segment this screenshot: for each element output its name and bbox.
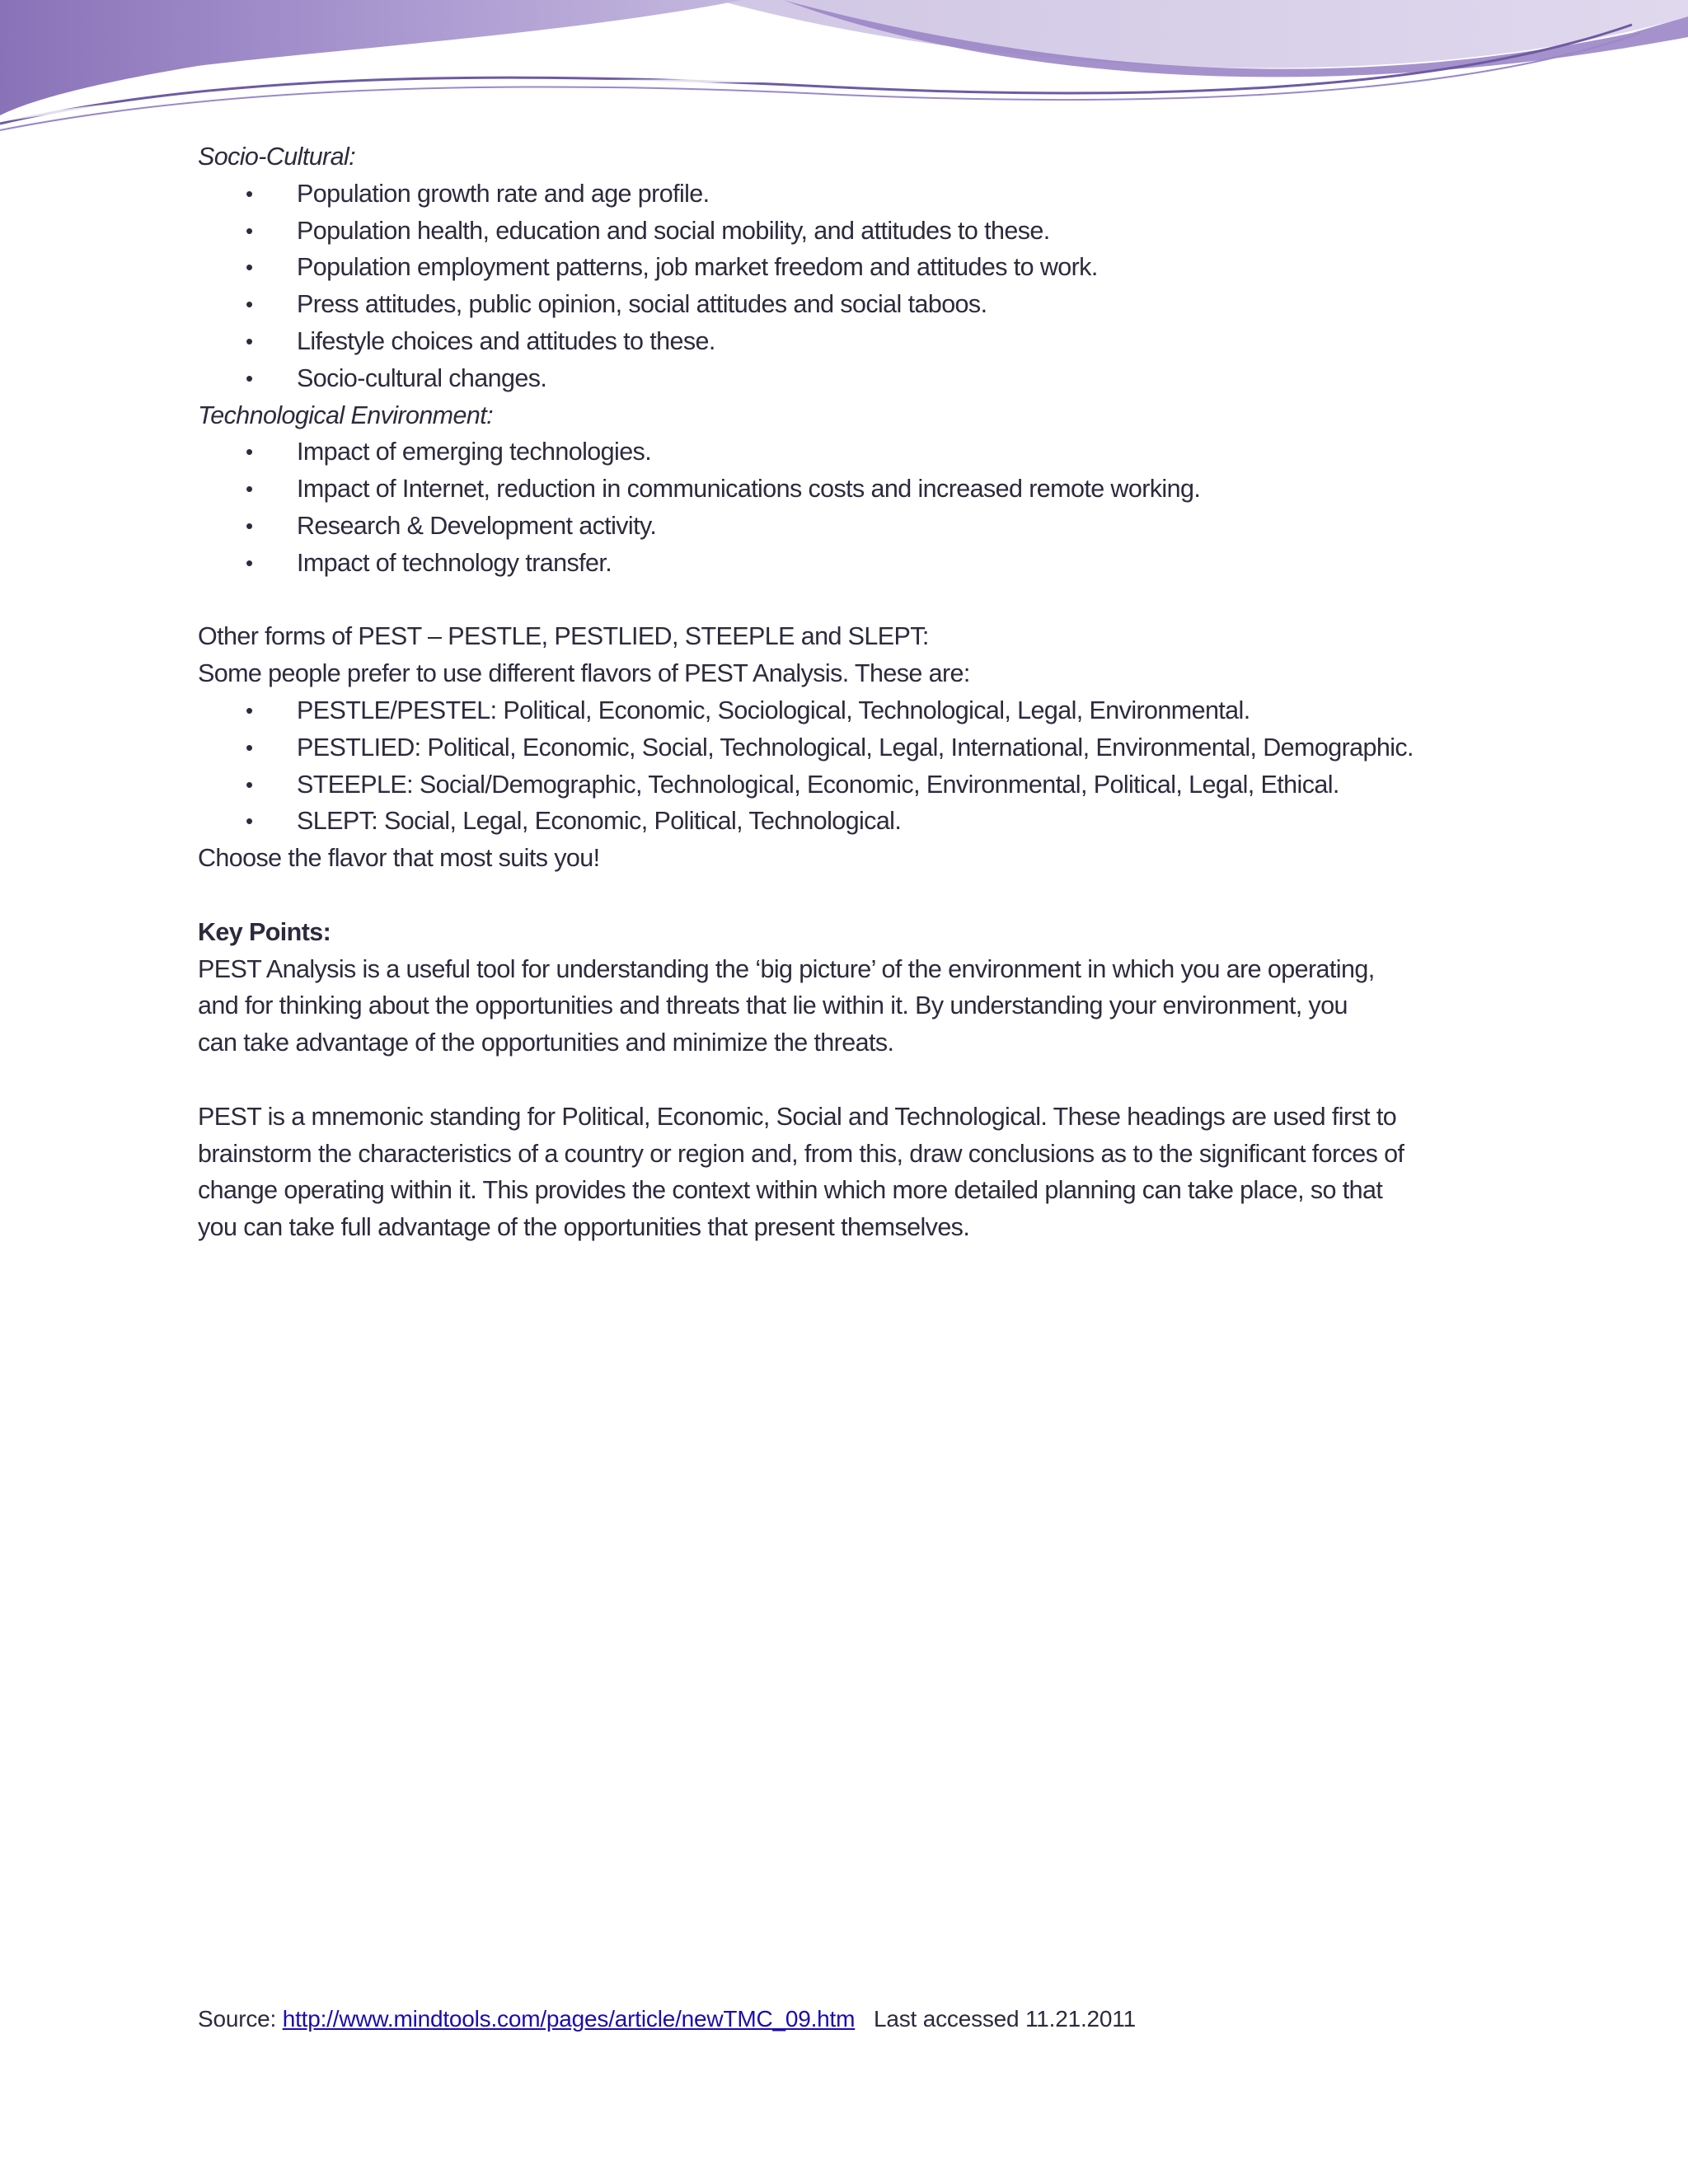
other-forms-intro: Some people prefer to use different flavors of PEST Analysis. These are: <box>198 659 970 688</box>
source-label: Source: <box>198 2006 277 2032</box>
spacer <box>198 582 1500 619</box>
bullet-icon: • <box>246 365 253 391</box>
key-points-paragraph-1 <box>198 951 1500 1062</box>
list-item: • Lifestyle choices and attitudes to these. <box>198 323 1500 360</box>
list-item: • Population employment patterns, job market freedom and attitudes to work. <box>198 249 1500 286</box>
bullet-icon: • <box>246 771 253 797</box>
list-item: • Impact of technology transfer. <box>198 545 1500 582</box>
list-item: • Impact of emerging technologies. <box>198 434 1500 471</box>
spacer <box>198 877 1500 914</box>
paragraph-line: you can take full advantage of the opportunities that present themselves. <box>198 1213 970 1242</box>
technological-heading: Technological Environment: <box>198 401 493 429</box>
bullet-icon: • <box>246 328 253 354</box>
bullet-icon: • <box>246 476 253 502</box>
other-forms-list <box>198 692 1500 840</box>
source-link[interactable]: http://www.mindtools.com/pages/article/newTMC_09.htm <box>282 2006 856 2032</box>
bullet-icon: • <box>246 180 253 206</box>
bullet-icon: • <box>246 218 253 243</box>
other-forms-title: Other forms of PEST – PESTLE, PESTLIED, STEEPLE and SLEPT: <box>198 622 929 651</box>
bullet-icon: • <box>246 734 253 760</box>
paragraph-line: PEST is a mnemonic standing for Political, Economic, Social and Technological. These headings are used first to <box>198 1102 1397 1131</box>
paragraph-line: and for thinking about the opportunities and threats that lie within it. By understanding your environment, you <box>198 991 1348 1020</box>
source-footer <box>198 2006 1136 2032</box>
list-item: • STEEPLE: Social/Demographic, Technological, Economic, Environmental, Political, Legal, Ethical. <box>198 766 1500 804</box>
document-body <box>198 138 1500 1246</box>
socio-cultural-list <box>198 176 1500 397</box>
paragraph-line: can take advantage of the opportunities and minimize the threats. <box>198 1029 894 1057</box>
key-points-paragraph-2 <box>198 1099 1500 1246</box>
bullet-icon: • <box>246 697 253 723</box>
bullet-icon: • <box>246 550 253 575</box>
list-item: • Population health, education and social mobility, and attitudes to these. <box>198 213 1500 250</box>
technological-list <box>198 434 1500 581</box>
paragraph-line: brainstorm the characteristics of a country or region and, from this, draw conclusions as to the significant forces of <box>198 1139 1404 1168</box>
list-item: • PESTLIED: Political, Economic, Social, Technological, Legal, International, Environmental, Demographic. <box>198 729 1500 766</box>
bullet-icon: • <box>246 255 253 280</box>
list-item: • PESTLE/PESTEL: Political, Economic, Sociological, Technological, Legal, Environmental. <box>198 692 1500 729</box>
list-item: • Impact of Internet, reduction in communications costs and increased remote working. <box>198 471 1500 508</box>
list-item: • Population growth rate and age profile. <box>198 176 1500 213</box>
last-accessed-text: Last accessed 11.21.2011 <box>874 2006 1136 2032</box>
list-item: • Socio-cultural changes. <box>198 360 1500 397</box>
key-points-heading: Key Points: <box>198 917 331 946</box>
bullet-icon: • <box>246 513 253 538</box>
paragraph-line: PEST Analysis is a useful tool for understanding the ‘big picture’ of the environment in which you are operating, <box>198 954 1375 983</box>
header-wave-decoration <box>0 0 1688 140</box>
spacer <box>198 1062 1500 1099</box>
other-forms-closing: Choose the flavor that most suits you! <box>198 844 600 873</box>
bullet-icon: • <box>246 808 253 834</box>
bullet-icon: • <box>246 292 253 317</box>
paragraph-line: change operating within it. This provides the context within which more detailed planning can take place, so that <box>198 1176 1383 1205</box>
list-item: • Research & Development activity. <box>198 508 1500 545</box>
list-item: • SLEPT: Social, Legal, Economic, Political, Technological. <box>198 803 1500 840</box>
bullet-icon: • <box>246 439 253 465</box>
socio-cultural-heading: Socio-Cultural: <box>198 143 356 171</box>
list-item: • Press attitudes, public opinion, social attitudes and social taboos. <box>198 286 1500 323</box>
